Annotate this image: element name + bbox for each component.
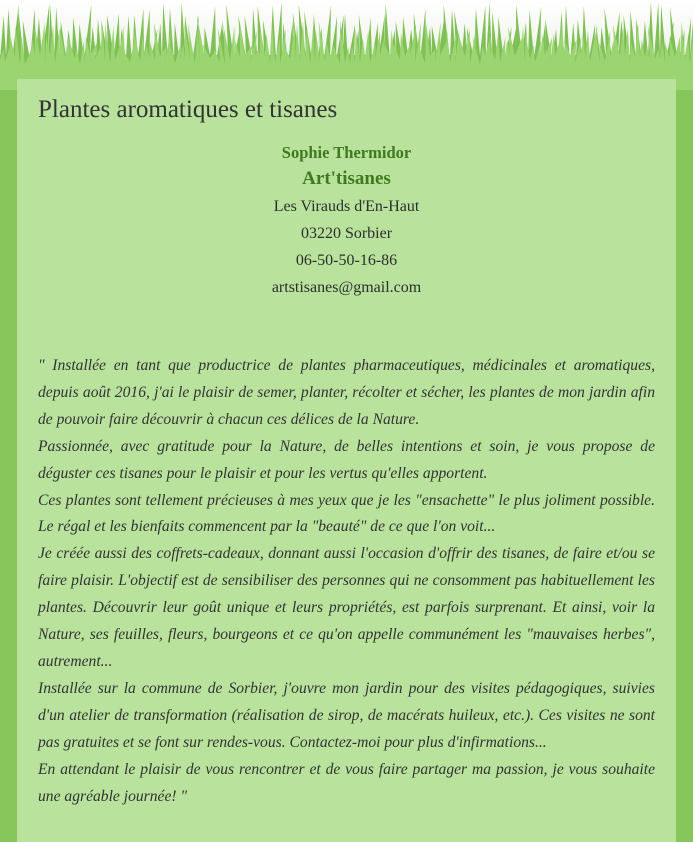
bio-text	[38, 353, 655, 810]
contact-address: Les Virauds d'En-Haut	[273, 198, 420, 215]
contact-city: 03220 Sorbier	[300, 225, 393, 242]
bio-paragraph: Passionnée, avec gratitude pour la Nature, de belles intentions et soin, je vous propose de déguster ces tisanes pour le plaisir et pour les vertus qu'elles apportent.	[38, 437, 655, 482]
page-title: Plantes aromatiques et tisanes	[38, 96, 338, 123]
contact-email: artstisanes@gmail.com	[271, 279, 422, 296]
bio-paragraph: Ces plantes sont tellement précieuses à mes yeux que je les "ensachette" le plus joliment possible. Le régal et les bienfaits commencent par la "beauté" de ce que l'on voit...	[38, 491, 655, 536]
bio-paragraph: En attendant le plaisir de vous rencontrer et de vous faire partager ma passion, je vous souhaite une agréable journée! "	[38, 760, 655, 805]
contact-phone: 06-50-50-16-86	[295, 252, 398, 269]
bio-paragraph: Installée sur la commune de Sorbier, j'ouvre mon jardin pour des visites pédagogiques, suivies d'un atelier de transformation (réalisation de sirop, de macérats huileux, etc.). Ces visites ne sont pas gratuites et se font sur rendes-vous. Contactez-moi pour plus d'infirmations...	[38, 679, 655, 751]
contact-block	[38, 141, 655, 301]
company-name: Art'tisanes	[302, 168, 391, 189]
main-content	[17, 79, 676, 842]
grass-banner	[0, 0, 693, 90]
bio-paragraph: " Installée en tant que productrice de plantes pharmaceutiques, médicinales et aromatiques, depuis août 2016, j'ai le plaisir de semer, planter, récolter et sécher, les plantes de mon jardin afin de pouvoir faire découvrir à chacun ces délices de la Nature.	[38, 357, 655, 428]
bio-paragraph: Je créée aussi des coffrets-cadeaux, donnant aussi l'occasion d'offrir des tisanes, de faire et/ou se faire plaisir. L'objectif est de sensibiliser des personnes qui ne consomment pas habituellement les plantes. Découvrir leur goût unique et leurs propriétés, est parfois surprenant. Et ainsi, voir la Nature, ses feuilles, fleurs, bourgeons et ce qu'on appelle communément les "mauvaises herbes", autrement...	[38, 545, 655, 670]
contact-name: Sophie Thermidor	[281, 143, 412, 162]
